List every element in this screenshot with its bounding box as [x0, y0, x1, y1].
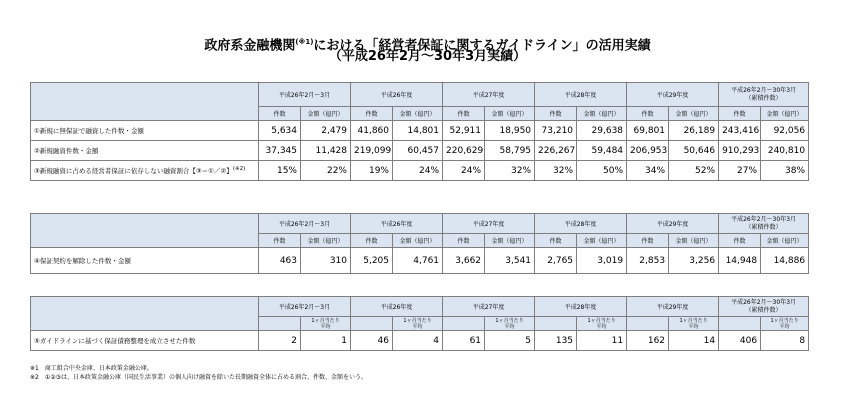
- cell-value: 3,019: [577, 248, 627, 274]
- cell-value: 5,205: [351, 248, 393, 274]
- count-header-blank: [351, 317, 393, 331]
- amount-header: 金額（億円）: [669, 234, 719, 248]
- period-header: 平成26年度: [351, 83, 443, 107]
- cell-value: 34%: [627, 161, 669, 181]
- cell-value: 4: [393, 331, 443, 351]
- period-header: 平成28年度: [535, 214, 627, 234]
- amount-header: 金額（億円）: [485, 234, 535, 248]
- monthly-average-header: 1ヶ月当たり 平均: [393, 317, 443, 331]
- count-header-blank: [719, 317, 761, 331]
- table-row: [31, 141, 809, 161]
- cell-value: 14,948: [719, 248, 761, 274]
- monthly-average-header: 1ヶ月当たり 平均: [761, 317, 809, 331]
- row-label: ⑤ガイドラインに基づく保証債務整理を成立させた件数: [31, 331, 259, 351]
- cell-value: 22%: [301, 161, 351, 181]
- table-released-guarantees: [30, 213, 809, 274]
- monthly-average-header: 1ヶ月当たり 平均: [669, 317, 719, 331]
- cell-value: 50%: [577, 161, 627, 181]
- table-guarantee-free-loans: [30, 82, 809, 181]
- count-header-blank: [627, 317, 669, 331]
- cell-value: 73,210: [535, 121, 577, 141]
- cell-value: 27%: [719, 161, 761, 181]
- cell-value: 2,479: [301, 121, 351, 141]
- period-header: 平成27年度: [443, 214, 535, 234]
- count-header: 件数: [351, 234, 393, 248]
- footnote: ※2 ①②③は、日本政策金融公庫（国民生活事業）の個人向け融資を除いた長期融資全体に占める割合、件数、金額をいう。: [30, 374, 367, 381]
- cumulative-header: 平成26年2月～30年3月 （累積件数）: [719, 297, 809, 317]
- cell-value: 14,801: [393, 121, 443, 141]
- cell-value: 29,638: [577, 121, 627, 141]
- cell-value: 46: [351, 331, 393, 351]
- count-header-blank: [535, 317, 577, 331]
- row-header-corner: [31, 297, 259, 331]
- period-header: 平成29年度: [627, 214, 719, 234]
- cell-value: 162: [627, 331, 669, 351]
- cell-value: 52%: [669, 161, 719, 181]
- cell-value: 240,810: [761, 141, 809, 161]
- cell-value: 60,457: [393, 141, 443, 161]
- cell-value: 52,911: [443, 121, 485, 141]
- amount-header: 金額（億円）: [761, 107, 809, 121]
- cell-value: 59,484: [577, 141, 627, 161]
- cell-value: 32%: [535, 161, 577, 181]
- cell-value: 5: [485, 331, 535, 351]
- cell-value: 50,646: [669, 141, 719, 161]
- amount-header: 金額（億円）: [393, 234, 443, 248]
- period-header: 平成26年2月～3月: [259, 214, 351, 234]
- cell-value: 32%: [485, 161, 535, 181]
- cell-value: 463: [259, 248, 301, 274]
- cell-value: 1: [301, 331, 351, 351]
- cumulative-header: 平成26年2月～30年3月 （累積件数）: [719, 214, 809, 234]
- amount-header: 金額（億円）: [761, 234, 809, 248]
- footnote: ※1 商工組合中央金庫、日本政策金融公庫。: [30, 365, 153, 372]
- note-ref: (※2): [232, 165, 246, 172]
- cell-value: 24%: [443, 161, 485, 181]
- cell-value: 226,267: [535, 141, 577, 161]
- cell-value: 18,950: [485, 121, 535, 141]
- count-header-blank: [443, 317, 485, 331]
- amount-header: 金額（億円）: [393, 107, 443, 121]
- table-row: [31, 331, 809, 351]
- count-header: 件数: [259, 234, 301, 248]
- amount-header: 金額（億円）: [669, 107, 719, 121]
- period-header: 平成29年度: [627, 83, 719, 107]
- cumulative-header: 平成26年2月～30年3月 （累積件数）: [719, 83, 809, 107]
- count-header: 件数: [535, 107, 577, 121]
- cell-value: 2,765: [535, 248, 577, 274]
- monthly-average-header: 1ヶ月当たり 平均: [485, 317, 535, 331]
- cell-value: 14,886: [761, 248, 809, 274]
- cell-value: 14: [669, 331, 719, 351]
- cell-value: 910,293: [719, 141, 761, 161]
- row-label: ①新規に無保証で融資した件数・金額: [31, 121, 259, 141]
- count-header: 件数: [535, 234, 577, 248]
- table-row: [31, 248, 809, 274]
- period-header: 平成26年度: [351, 297, 443, 317]
- amount-header: 金額（億円）: [577, 234, 627, 248]
- page-subtitle: （平成26年2月～30年3月実績）: [328, 49, 527, 64]
- cell-value: 15%: [259, 161, 301, 181]
- cell-value: 2: [259, 331, 301, 351]
- count-header: 件数: [627, 107, 669, 121]
- monthly-average-header: 1ヶ月当たり 平均: [301, 317, 351, 331]
- cell-value: 8: [761, 331, 809, 351]
- count-header: 件数: [719, 107, 761, 121]
- period-header: 平成26年2月～3月: [259, 297, 351, 317]
- amount-header: 金額（億円）: [301, 234, 351, 248]
- cell-value: 37,345: [259, 141, 301, 161]
- cell-value: 219,099: [351, 141, 393, 161]
- cell-value: 310: [301, 248, 351, 274]
- cell-value: 3,256: [669, 248, 719, 274]
- cell-value: 206,953: [627, 141, 669, 161]
- amount-header: 金額（億円）: [485, 107, 535, 121]
- cell-value: 220,629: [443, 141, 485, 161]
- amount-header: 金額（億円）: [577, 107, 627, 121]
- cell-value: 3,541: [485, 248, 535, 274]
- cell-value: 92,056: [761, 121, 809, 141]
- row-label: ④保証契約を解除した件数・金額: [31, 248, 259, 274]
- count-header: 件数: [627, 234, 669, 248]
- row-header-corner: [31, 214, 259, 248]
- period-header: 平成28年度: [535, 83, 627, 107]
- cell-value: 61: [443, 331, 485, 351]
- cell-value: 26,189: [669, 121, 719, 141]
- title-note-ref: (※1): [295, 38, 314, 46]
- count-header-blank: [259, 317, 301, 331]
- period-header: 平成26年度: [351, 214, 443, 234]
- cell-value: 19%: [351, 161, 393, 181]
- cell-value: 406: [719, 331, 761, 351]
- row-header-corner: [31, 83, 259, 121]
- footnotes: [30, 364, 367, 382]
- cell-value: 4,761: [393, 248, 443, 274]
- count-header: 件数: [259, 107, 301, 121]
- cell-value: 11,428: [301, 141, 351, 161]
- cell-value: 24%: [393, 161, 443, 181]
- table-row: [31, 161, 809, 181]
- amount-header: 金額（億円）: [301, 107, 351, 121]
- count-header: 件数: [443, 234, 485, 248]
- count-header: 件数: [351, 107, 393, 121]
- period-header: 平成28年度: [535, 297, 627, 317]
- period-header: 平成27年度: [443, 297, 535, 317]
- period-header: 平成26年2月～3月: [259, 83, 351, 107]
- cell-value: 41,860: [351, 121, 393, 141]
- count-header: 件数: [719, 234, 761, 248]
- cell-value: 5,634: [259, 121, 301, 141]
- table-row: [31, 121, 809, 141]
- cell-value: 38%: [761, 161, 809, 181]
- period-header: 平成29年度: [627, 297, 719, 317]
- monthly-average-header: 1ヶ月当たり 平均: [577, 317, 627, 331]
- cell-value: 69,801: [627, 121, 669, 141]
- cell-value: 3,662: [443, 248, 485, 274]
- count-header: 件数: [443, 107, 485, 121]
- row-label: ③新規融資に占める経営者保証に依存しない融資割合【③＝①／②】$^{(※2)}$: [31, 161, 259, 181]
- cell-value: 58,795: [485, 141, 535, 161]
- cell-value: 135: [535, 331, 577, 351]
- cell-value: 11: [577, 331, 627, 351]
- title-suffix: における「経営者保証に関するガイドライン」の活用実績: [313, 38, 651, 54]
- row-label: ②新規融資件数・金額: [31, 141, 259, 161]
- table-debt-settlements: [30, 296, 809, 351]
- cell-value: 2,853: [627, 248, 669, 274]
- cell-value: 243,416: [719, 121, 761, 141]
- title-prefix: 政府系金融機関: [204, 38, 296, 54]
- period-header: 平成27年度: [443, 83, 535, 107]
